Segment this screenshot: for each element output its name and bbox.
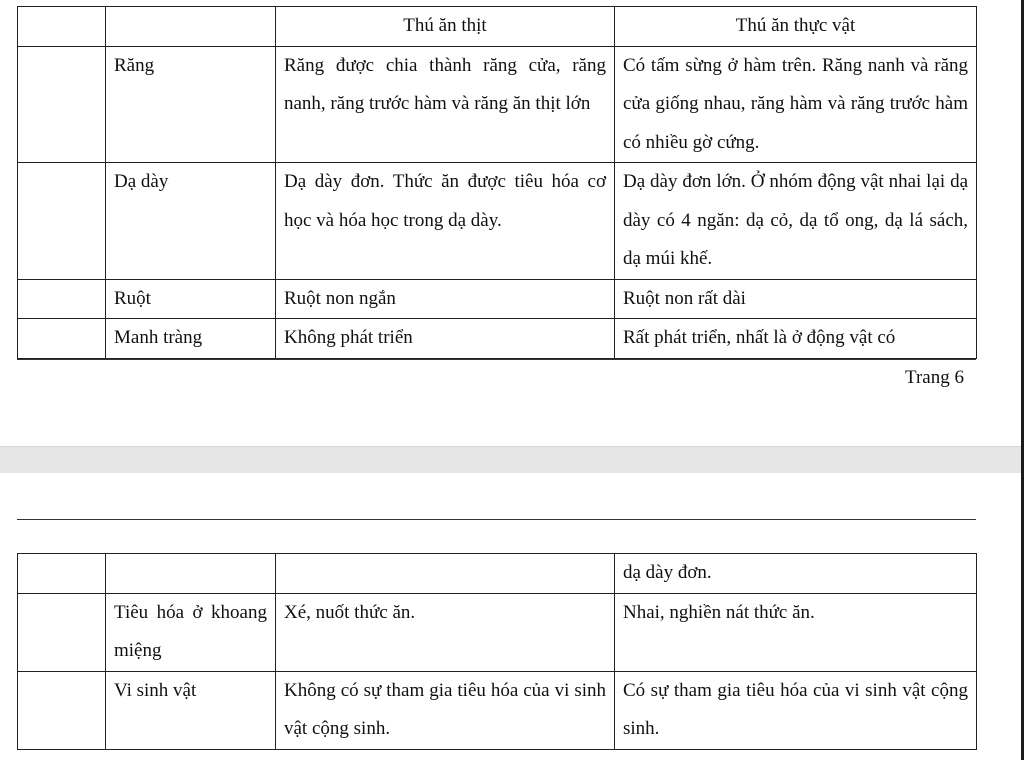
herbivore-cell: Nhai, nghiền nát thức ăn. xyxy=(615,593,977,671)
table-row-caecum xyxy=(18,319,977,359)
index-cell xyxy=(18,279,106,319)
herbivore-cell: Có tấm sừng ở hàm trên. Răng nanh và răng cửa giống nhau, răng hàm và răng trước hàm có nhiều gờ cứng. xyxy=(615,46,977,163)
carnivore-cell: Không phát triển xyxy=(276,319,615,359)
document-page-2 xyxy=(0,473,1024,760)
carnivore-cell: Ruột non ngắn xyxy=(276,279,615,319)
index-cell xyxy=(18,46,106,163)
comparison-table-part-2 xyxy=(17,553,977,750)
herbivore-cell: Ruột non rất dài xyxy=(615,279,977,319)
header-carnivore: Thú ăn thịt xyxy=(276,7,615,47)
table-row-microbes xyxy=(18,671,977,749)
row-label: Manh tràng xyxy=(106,319,276,359)
table-row-intestine xyxy=(18,279,977,319)
page-separator xyxy=(0,446,1024,474)
row-label: Dạ dày xyxy=(106,163,276,280)
comparison-table-part-1 xyxy=(17,6,977,359)
row-label: Vi sinh vật xyxy=(106,671,276,749)
index-cell xyxy=(18,319,106,359)
table-row-continued xyxy=(18,554,977,594)
index-cell xyxy=(18,593,106,671)
row-label: Ruột xyxy=(106,279,276,319)
herbivore-cell: dạ dày đơn. xyxy=(615,554,977,594)
row-label: Tiêu hóa ở khoang miệng xyxy=(106,593,276,671)
header-cell-empty xyxy=(18,7,106,47)
herbivore-cell: Rất phát triển, nhất là ở động vật có xyxy=(615,319,977,359)
herbivore-cell: Dạ dày đơn lớn. Ở nhóm động vật nhai lại dạ dày có 4 ngăn: dạ cỏ, dạ tổ ong, dạ lá sách, dạ múi khế. xyxy=(615,163,977,280)
page-number: Trang 6 xyxy=(905,367,964,388)
header-cell-criteria xyxy=(106,7,276,47)
table-row-oral-digestion xyxy=(18,593,977,671)
footer-divider xyxy=(17,359,976,360)
header-herbivore: Thú ăn thực vật xyxy=(615,7,977,47)
table-row-stomach xyxy=(18,163,977,280)
table-header-row xyxy=(18,7,977,47)
index-cell xyxy=(18,554,106,594)
carnivore-cell: Không có sự tham gia tiêu hóa của vi sinh vật cộng sinh. xyxy=(276,671,615,749)
carnivore-cell: Dạ dày đơn. Thức ăn được tiêu hóa cơ học và hóa học trong dạ dày. xyxy=(276,163,615,280)
header-divider xyxy=(17,519,976,520)
carnivore-cell: Răng được chia thành răng cửa, răng nanh, răng trước hàm và răng ăn thịt lớn xyxy=(276,46,615,163)
herbivore-cell: Có sự tham gia tiêu hóa của vi sinh vật cộng sinh. xyxy=(615,671,977,749)
index-cell xyxy=(18,163,106,280)
carnivore-cell: Xé, nuốt thức ăn. xyxy=(276,593,615,671)
table-row-teeth xyxy=(18,46,977,163)
index-cell xyxy=(18,671,106,749)
row-label: Răng xyxy=(106,46,276,163)
carnivore-cell xyxy=(276,554,615,594)
row-label xyxy=(106,554,276,594)
